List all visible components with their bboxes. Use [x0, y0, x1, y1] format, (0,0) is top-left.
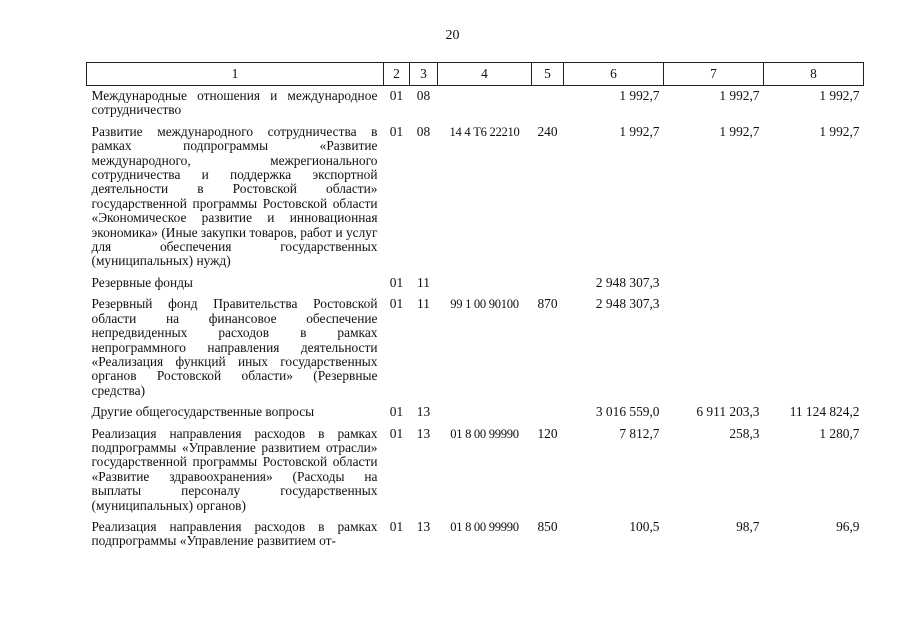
target-article-code: [438, 402, 532, 423]
expense-type-code: [532, 402, 564, 423]
table-row: [87, 517, 864, 553]
row-description: Реализация направления расходов в рамках подпрограммы «Управление развитием от-: [91, 518, 378, 549]
amount-col8: [764, 294, 864, 402]
amount-col7: 6 911 203,3: [696, 404, 760, 420]
subsection-code: 11: [417, 296, 430, 312]
amount-col6: 2 948 307,3: [595, 274, 660, 290]
amount-col7: 1 992,7: [719, 88, 760, 103]
amount-col8: 11 124 824,2: [789, 404, 860, 420]
section-code: 01: [389, 274, 404, 290]
target-article-code: 01 8 00 99990: [450, 426, 519, 441]
column-header-3: 3: [410, 63, 438, 86]
expense-type-code: 870: [537, 296, 558, 312]
subsection-code: 11: [417, 274, 430, 290]
subsection-code: 08: [416, 88, 431, 103]
column-header-7: 7: [664, 63, 764, 86]
amount-col6: 2 948 307,3: [595, 296, 660, 312]
amount-col6: 3 016 559,0: [595, 404, 660, 420]
section-code: 01: [389, 123, 404, 139]
section-code: 01: [389, 425, 404, 441]
target-article-code: [438, 273, 532, 294]
table-row: [87, 424, 864, 517]
table-row: [87, 86, 864, 122]
amount-col8: [764, 273, 864, 294]
amount-col7: 258,3: [729, 425, 760, 441]
amount-col7: [664, 294, 764, 402]
subsection-code: 13: [416, 518, 431, 534]
table-row: [87, 402, 864, 423]
amount-col8: 96,9: [836, 518, 860, 534]
subsection-code: 08: [416, 123, 431, 139]
expense-type-code: [532, 86, 564, 122]
row-description: Другие общегосударственные вопросы: [91, 404, 315, 420]
amount-col6: 100,5: [629, 518, 660, 534]
amount-col8: 1 992,7: [819, 123, 860, 139]
section-code: 01: [389, 296, 404, 312]
section-code: 01: [389, 518, 404, 534]
amount-col8: 1 992,7: [819, 88, 860, 103]
row-description: Реализация направления расходов в рамках подпрограммы «Управление развитием отрасли» государственной программы Ростовской области «Развитие здравоохранения» (Расходы на выплаты персоналу государственных (муниципальных) органов): [91, 425, 378, 513]
target-article-code: 01 8 00 99990: [450, 519, 519, 534]
expense-type-code: [532, 273, 564, 294]
amount-col6: 1 992,7: [619, 123, 660, 139]
subsection-code: 13: [416, 425, 431, 441]
column-header-6: 6: [564, 63, 664, 86]
expense-type-code: 240: [537, 123, 558, 139]
target-article-code: 14 4 Т6 22210: [449, 124, 520, 139]
page-number: 20: [445, 28, 460, 43]
row-description: Резервные фонды: [91, 274, 193, 290]
target-article-code: [438, 86, 532, 122]
column-header-8: 8: [764, 63, 864, 86]
target-article-code: 99 1 00 90100: [450, 297, 519, 312]
expense-type-code: 120: [537, 425, 558, 441]
table-row: [87, 294, 864, 402]
budget-table: [86, 62, 864, 553]
table-header-row: [87, 63, 864, 86]
column-header-1: 1: [87, 63, 384, 86]
section-code: 01: [389, 404, 404, 420]
section-code: 01: [389, 88, 404, 103]
expense-type-code: 850: [537, 518, 558, 534]
row-description: Развитие международного сотрудничества в рамках подпрограммы «Развитие международного, межрегионального сотрудничества и поддержка экспортной деятельности в Ростовской области» государственной программы Ростовской области «Экономическое развитие и инновационная экономика» (Иные закупки товаров, работ и услуг для обеспечения государственных (муниципальных) нужд): [91, 123, 378, 269]
amount-col6: 1 992,7: [619, 88, 660, 103]
amount-col6: 7 812,7: [619, 425, 660, 441]
table-row: [87, 122, 864, 273]
subsection-code: 13: [416, 404, 431, 420]
column-header-2: 2: [384, 63, 410, 86]
row-description: Международные отношения и международное сотрудничество: [91, 88, 378, 118]
amount-col7: 1 992,7: [719, 123, 760, 139]
column-header-5: 5: [532, 63, 564, 86]
amount-col8: 1 280,7: [819, 425, 860, 441]
amount-col7: [664, 273, 764, 294]
column-header-4: 4: [438, 63, 532, 86]
row-description: Резервный фонд Правительства Ростовской области на финансовое обеспечение непредвиденных расходов в рамках непрограммного направления деятельности «Реализация функций иных государственных органов Ростовской области» (Резервные средства): [91, 296, 378, 398]
amount-col7: 98,7: [736, 518, 760, 534]
table-row: [87, 273, 864, 294]
